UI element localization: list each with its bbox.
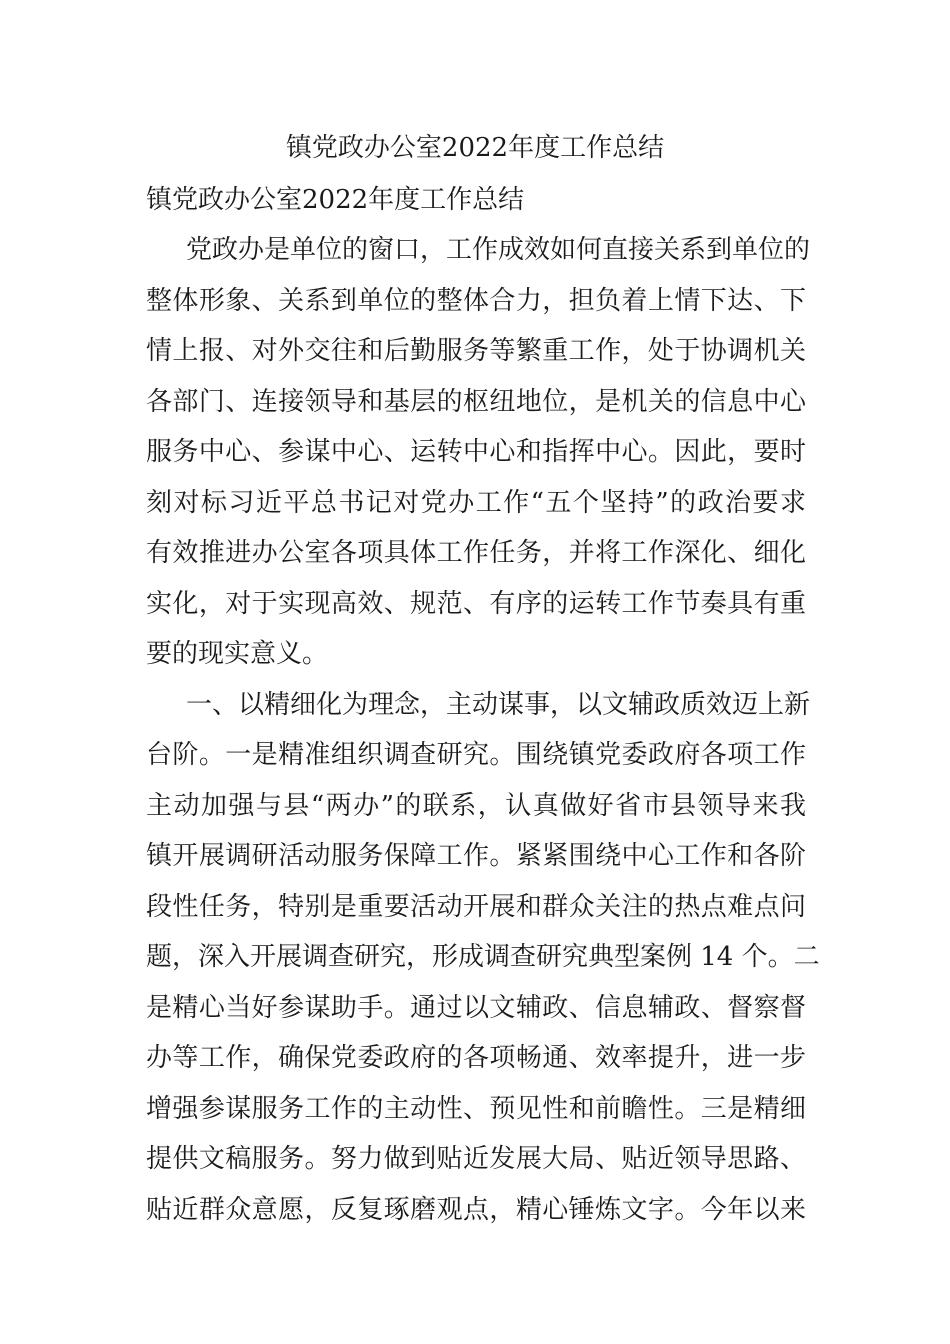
text-line: 题，深入开展调查研究，形成调查研究典型案例 14 个。二: [146, 942, 820, 972]
text-line: 增强参谋服务工作的主动性、预见性和前瞻性。三是精细: [146, 1093, 806, 1124]
text-line: 办等工作，确保党委政府的各项畅通、效率提升，进一步: [146, 1043, 806, 1073]
text-line: 要的现实意义。: [146, 639, 329, 669]
text-line: 镇开展调研活动服务保障工作。紧紧围绕中心工作和各阶: [146, 841, 806, 871]
document-title: 镇党政办公室2022年度工作总结: [285, 133, 665, 163]
text-line: 刻对标习近平总书记对党办工作“五个坚持”的政治要求: [146, 487, 806, 518]
document-subtitle: 镇党政办公室2022年度工作总结: [146, 185, 525, 215]
text-line: 是精心当好参谋助手。通过以文辅政、信息辅政、督察督: [146, 992, 806, 1023]
text-line: 台阶。一是精准组织调查研究。围绕镇党委政府各项工作: [146, 740, 806, 770]
text-line: 情上报、对外交往和后勤服务等繁重工作，处于协调机关: [146, 336, 806, 366]
text-line: 一、以精细化为理念，主动谋事，以文辅政质效迈上新: [186, 689, 811, 720]
text-line: 服务中心、参谋中心、运转中心和指挥中心。因此，要时: [146, 437, 806, 467]
text-line: 有效推进办公室各项具体工作任务，并将工作深化、细化: [146, 538, 806, 568]
text-line: 整体形象、关系到单位的整体合力，担负着上情下达、下: [146, 285, 806, 316]
document-body: [146, 230, 820, 1240]
text-line: 段性任务，特别是重要活动开展和群众关注的热点难点问: [146, 891, 806, 922]
paragraph-1: [146, 230, 811, 685]
text-line: 实化，对于实现高效、规范、有序的运转工作节奏具有重: [146, 588, 806, 619]
text-line: 党政办是单位的窗口，工作成效如何直接关系到单位的: [186, 235, 811, 265]
text-line: 各部门、连接领导和基层的枢纽地位，是机关的信息中心: [146, 386, 806, 417]
text-line: 主动加强与县“两办”的联系，认真做好省市县领导来我: [146, 790, 806, 821]
text-line: 贴近群众意愿，反复琢磨观点，精心锤炼文字。今年以来: [146, 1194, 806, 1225]
paragraph-2: [146, 685, 820, 1241]
text-line: 提供文稿服务。努力做到贴近发展大局、贴近领导思路、: [146, 1144, 806, 1174]
